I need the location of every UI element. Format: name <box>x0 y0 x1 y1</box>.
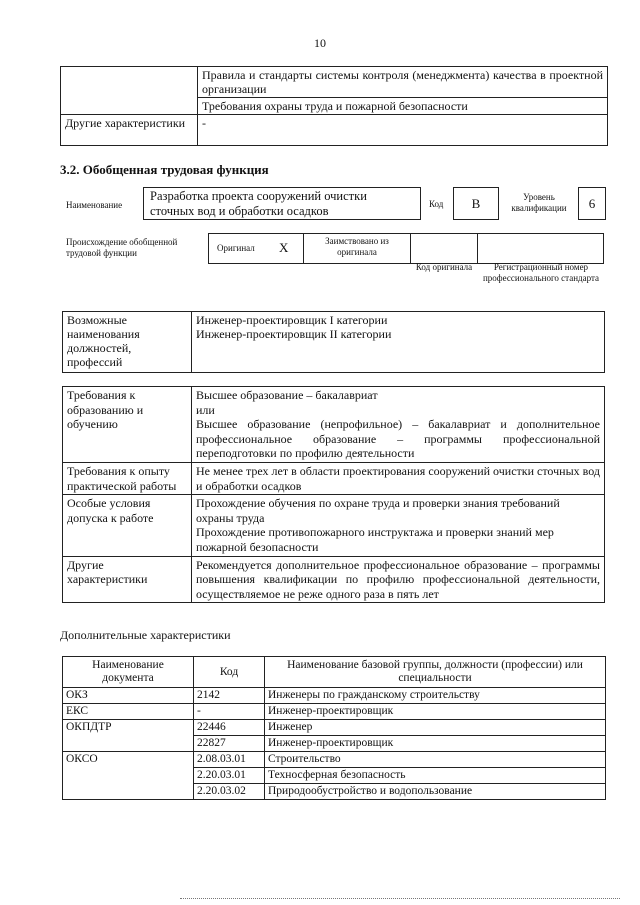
code-cell: - <box>194 704 265 720</box>
doc-cell: ОКЗ <box>63 688 194 704</box>
requirement-value: Рекомендуется дополнительное профессиональное образование – программы повышения квалификации по профилю профессиональной деятельности, осуществляемое не реже одного раза в пять лет <box>192 556 605 603</box>
top-table-empty-cell <box>61 67 198 115</box>
code-caption: Код оригинала <box>415 262 473 272</box>
header-code: Код <box>194 657 265 688</box>
original-label: Оригинал <box>217 243 255 253</box>
original-mark: X <box>279 240 289 255</box>
name-label: Наименование <box>66 200 123 210</box>
page-number: 10 <box>314 36 326 50</box>
origin-label: Происхождение обобщенной трудовой функции <box>66 237 178 258</box>
requirement-row <box>63 495 605 556</box>
level-box <box>578 187 606 220</box>
scan-edge-line <box>180 898 620 899</box>
positions-values <box>192 312 605 373</box>
section-title: 3.2. Обобщенная трудовая функция <box>60 162 269 177</box>
table-row <box>63 704 606 720</box>
requirement-label: Требования к образованию и обучению <box>63 387 192 463</box>
additional-table <box>62 656 606 800</box>
additional-title: Дополнительные характеристики <box>60 628 231 642</box>
code-label: Код <box>429 199 444 209</box>
requirement-line: или <box>196 402 215 417</box>
top-table-other-label: Другие характеристики <box>61 115 198 146</box>
header-doc: Наименование документа <box>63 657 194 688</box>
requirement-line: Высшее образование (непрофильное) – бакалавриат и дополнительное профессиональное образование – программы профессиональной переподготовки по профилю деятельности <box>196 417 600 461</box>
requirement-value <box>192 495 605 556</box>
table-row <box>63 688 606 704</box>
requirements-table <box>62 386 605 603</box>
header-name: Наименование базовой группы, должности (профессии) или специальности <box>265 657 606 688</box>
top-table-row1: Правила и стандарты системы контроля (менеджмента) качества в проектной организации <box>198 67 608 98</box>
top-table-row1b: Требования охраны труда и пожарной безопасности <box>198 98 608 115</box>
function-name: Разработка проекта сооружений очистки сточных вод и обработки осадков <box>150 189 367 218</box>
table-row <box>63 752 606 768</box>
doc-cell: ЕКС <box>63 704 194 720</box>
code-cell: 2.08.03.01 <box>194 752 265 768</box>
requirement-value <box>192 387 605 463</box>
name-cell: Инженер <box>265 720 606 736</box>
name-cell: Инженер-проектировщик <box>265 704 606 720</box>
doc-cell: ОКПДТР <box>63 720 194 752</box>
requirement-line: Прохождение противопожарного инструктажа и проверки знаний мер пожарной безопасности <box>196 525 554 554</box>
name-cell: Техносферная безопасность <box>265 768 606 784</box>
name-cell: Природообустройство и водопользование <box>265 784 606 800</box>
positions-label: Возможные наименования должностей, профессий <box>63 312 192 373</box>
requirement-line: Высшее образование – бакалавриат <box>196 388 378 402</box>
function-code-box <box>453 187 499 220</box>
positions-table <box>62 311 605 373</box>
code-cell: 22827 <box>194 736 265 752</box>
top-table <box>60 66 608 146</box>
level-label: Уровень квалификации <box>511 192 567 213</box>
requirement-label: Особые условия допуска к работе <box>63 495 192 556</box>
requirement-label: Требования к опыту практической работы <box>63 462 192 494</box>
name-cell: Строительство <box>265 752 606 768</box>
origin-divider-1 <box>303 234 304 263</box>
name-cell: Инженеры по гражданскому строительству <box>265 688 606 704</box>
requirement-value <box>192 462 605 494</box>
level-value: 6 <box>588 196 596 211</box>
code-cell: 2.20.03.02 <box>194 784 265 800</box>
doc-cell: ОКСО <box>63 752 194 800</box>
borrowed-label: Заимствовано из оригинала <box>325 236 389 257</box>
name-cell: Инженер-проектировщик <box>265 736 606 752</box>
code-cell: 2142 <box>194 688 265 704</box>
origin-divider-3 <box>477 234 478 263</box>
code-cell: 2.20.03.01 <box>194 768 265 784</box>
requirement-row <box>63 387 605 463</box>
origin-box <box>208 233 604 264</box>
function-code: B <box>471 196 481 211</box>
origin-divider-2 <box>410 234 411 263</box>
requirement-row <box>63 556 605 603</box>
requirement-row <box>63 462 605 494</box>
position-item: Инженер-проектировщик I категории <box>196 313 388 327</box>
code-cell: 22446 <box>194 720 265 736</box>
requirement-line: Не менее трех лет в области проектирования сооружений очистки сточных вод и обработки осадков <box>196 463 600 493</box>
requirement-label: Другие характеристики <box>63 556 192 603</box>
reg-caption: Регистрационный номер профессионального стандарта <box>482 262 600 283</box>
table-row <box>63 720 606 736</box>
top-table-other-value: - <box>198 115 608 146</box>
position-item: Инженер-проектировщик II категории <box>196 327 392 341</box>
requirement-line: Прохождение обучения по охране труда и проверки знания требований охраны труда <box>196 496 560 525</box>
function-name-box <box>143 187 421 220</box>
